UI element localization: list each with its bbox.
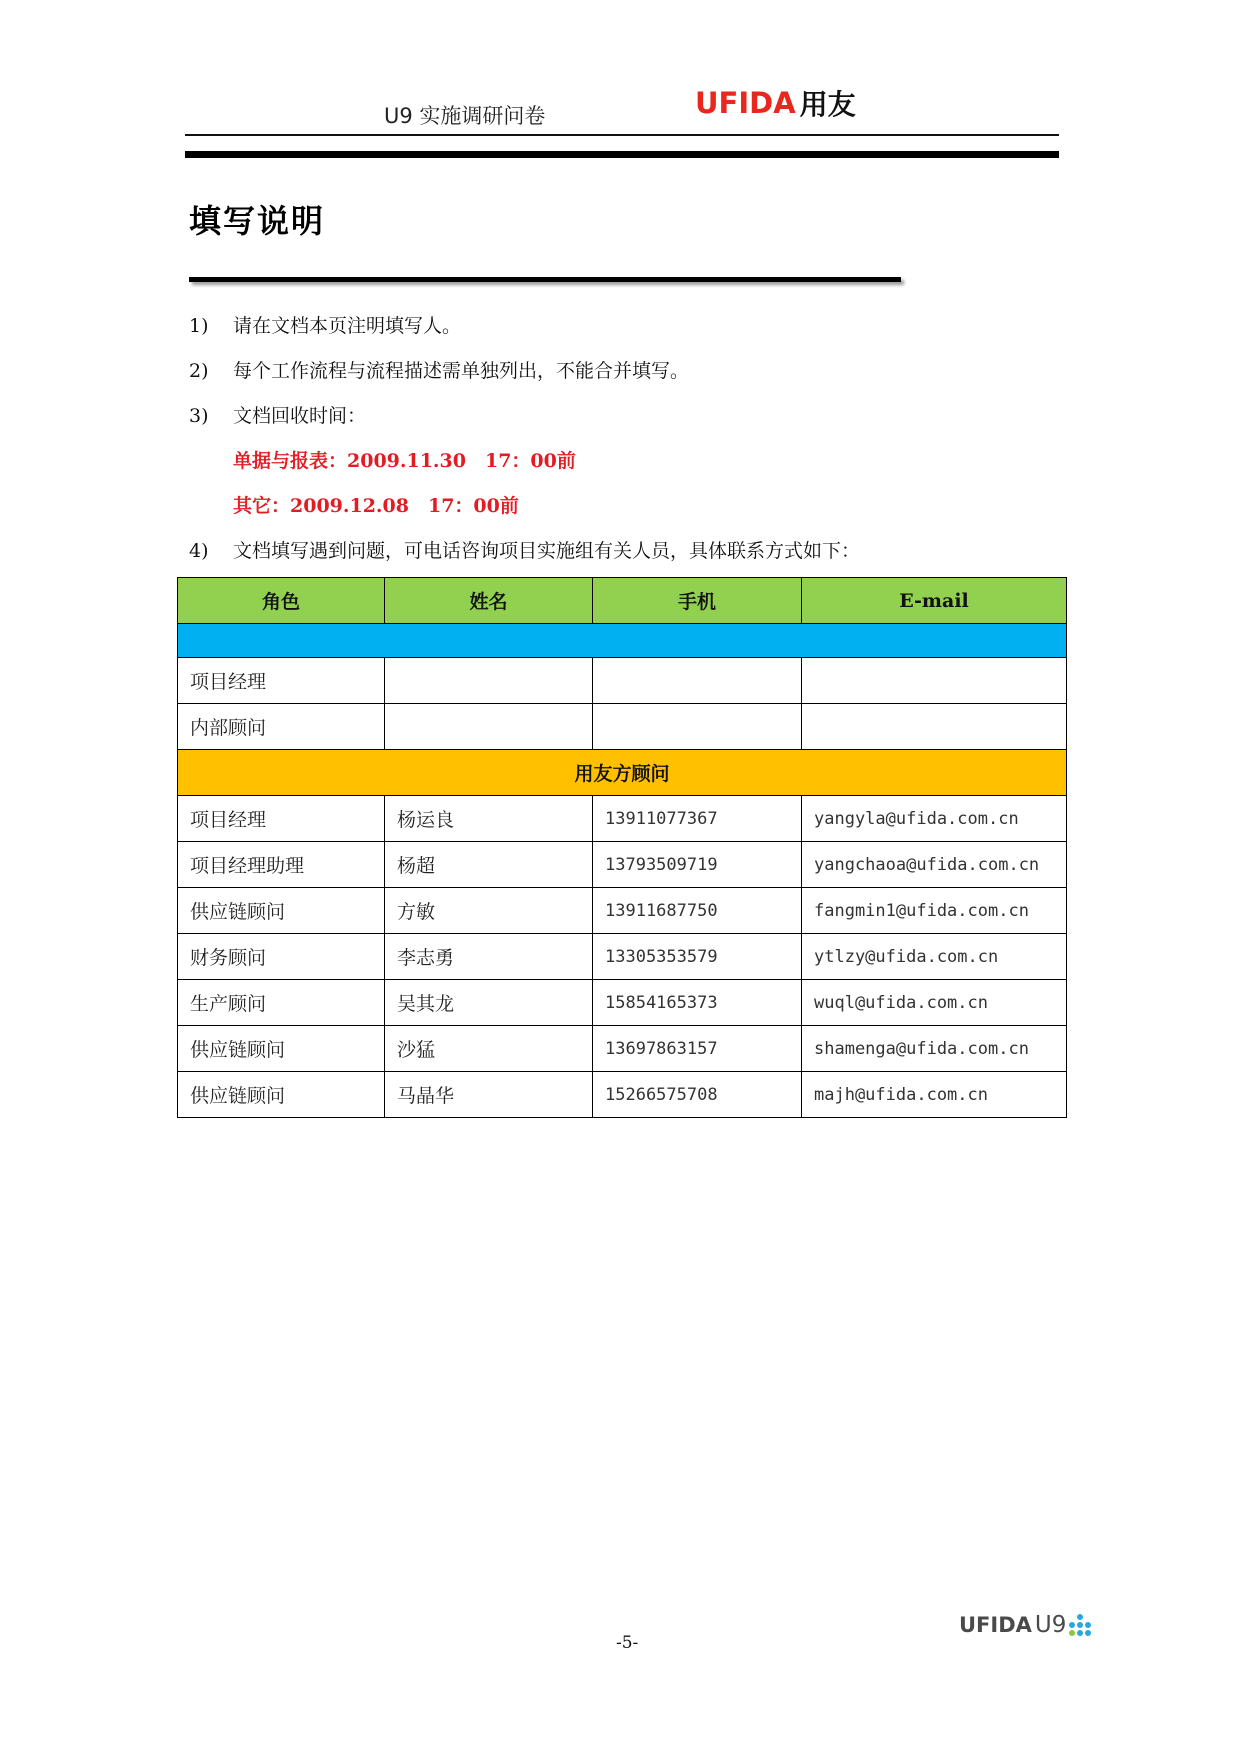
instruction-item-3 bbox=[189, 401, 366, 428]
cell-role: 内部顾问 bbox=[178, 704, 385, 750]
instruction-item-2 bbox=[189, 356, 689, 383]
cell-role: 项目经理 bbox=[178, 658, 385, 704]
cell-mobile: 13793509719 bbox=[593, 842, 802, 888]
cell-mobile bbox=[593, 658, 802, 704]
cell-name: 李志勇 bbox=[385, 934, 593, 980]
instruction-number: 3) bbox=[189, 405, 209, 427]
section-title: 填写说明 bbox=[189, 202, 326, 240]
footer-logo-brand: UFIDA bbox=[959, 1613, 1032, 1637]
cell-mobile: 15854165373 bbox=[593, 980, 802, 1026]
cell-email bbox=[802, 658, 1067, 704]
table-row bbox=[178, 888, 1067, 934]
deadline-other: 其它：2009.12.08 17：00前 bbox=[233, 495, 519, 517]
cell-name: 吴其龙 bbox=[385, 980, 593, 1026]
ufida-logo bbox=[695, 86, 856, 120]
document-header-title: U9 实施调研问卷 bbox=[384, 104, 546, 128]
page-number: -5- bbox=[616, 1633, 639, 1653]
instruction-number: 4) bbox=[189, 540, 209, 562]
cell-mobile bbox=[593, 704, 802, 750]
header-rule-thick bbox=[185, 151, 1059, 158]
cell-mobile: 13305353579 bbox=[593, 934, 802, 980]
table-row bbox=[178, 1072, 1067, 1118]
section-title-rule bbox=[189, 277, 901, 282]
header-name: 姓名 bbox=[385, 578, 593, 624]
cell-role: 项目经理 bbox=[178, 796, 385, 842]
cell-email bbox=[802, 704, 1067, 750]
cell-name: 沙猛 bbox=[385, 1026, 593, 1072]
header-role: 角色 bbox=[178, 578, 385, 624]
cell-name: 马晶华 bbox=[385, 1072, 593, 1118]
cell-name bbox=[385, 658, 593, 704]
cell-role: 供应链顾问 bbox=[178, 1072, 385, 1118]
cell-name bbox=[385, 704, 593, 750]
client-band bbox=[178, 624, 1067, 658]
table-row bbox=[178, 704, 1067, 750]
header-rule-thin bbox=[185, 134, 1059, 136]
header-mobile: 手机 bbox=[593, 578, 802, 624]
cell-role: 财务顾问 bbox=[178, 934, 385, 980]
instruction-text: 请在文档本页注明填写人。 bbox=[233, 315, 462, 337]
vendor-band-row bbox=[178, 750, 1067, 796]
cell-email: wuql@ufida.com.cn bbox=[802, 980, 1067, 1026]
deadline-documents: 单据与报表：2009.11.30 17：00前 bbox=[233, 450, 576, 472]
vendor-band: 用友方顾问 bbox=[178, 750, 1067, 796]
instruction-text: 文档填写遇到问题，可电话咨询项目实施组有关人员，具体联系方式如下： bbox=[233, 540, 861, 562]
table-row bbox=[178, 1026, 1067, 1072]
table-row bbox=[178, 796, 1067, 842]
instruction-item-1 bbox=[189, 311, 461, 338]
cell-name: 杨超 bbox=[385, 842, 593, 888]
cell-name: 杨运良 bbox=[385, 796, 593, 842]
cell-email: shamenga@ufida.com.cn bbox=[802, 1026, 1067, 1072]
cell-email: yangyla@ufida.com.cn bbox=[802, 796, 1067, 842]
table-row bbox=[178, 980, 1067, 1026]
cell-email: majh@ufida.com.cn bbox=[802, 1072, 1067, 1118]
cell-role: 供应链顾问 bbox=[178, 1026, 385, 1072]
cell-mobile: 13911687750 bbox=[593, 888, 802, 934]
cell-mobile: 15266575708 bbox=[593, 1072, 802, 1118]
logo-cn-text: 用友 bbox=[799, 88, 856, 121]
cell-name: 方敏 bbox=[385, 888, 593, 934]
instruction-item-4 bbox=[189, 536, 860, 563]
instruction-text: 文档回收时间： bbox=[233, 405, 367, 427]
table-row bbox=[178, 658, 1067, 704]
instruction-text: 每个工作流程与流程描述需单独列出，不能合并填写。 bbox=[233, 360, 690, 382]
cell-email: ytlzy@ufida.com.cn bbox=[802, 934, 1067, 980]
cell-role: 生产顾问 bbox=[178, 980, 385, 1026]
instruction-number: 1) bbox=[189, 315, 209, 337]
contacts-table bbox=[177, 577, 1067, 1118]
footer-logo-product: U9 bbox=[1034, 1612, 1067, 1638]
header-email: E-mail bbox=[802, 578, 1067, 624]
cell-mobile: 13697863157 bbox=[593, 1026, 802, 1072]
logo-dots-icon bbox=[1069, 1614, 1091, 1636]
cell-role: 项目经理助理 bbox=[178, 842, 385, 888]
cell-role: 供应链顾问 bbox=[178, 888, 385, 934]
logo-brand-text: UFIDA bbox=[695, 86, 796, 120]
table-row bbox=[178, 842, 1067, 888]
instruction-number: 2) bbox=[189, 360, 209, 382]
table-row bbox=[178, 934, 1067, 980]
ufida-u9-logo bbox=[959, 1612, 1091, 1638]
client-band-row bbox=[178, 624, 1067, 658]
cell-email: fangmin1@ufida.com.cn bbox=[802, 888, 1067, 934]
table-header-row bbox=[178, 578, 1067, 624]
cell-mobile: 13911077367 bbox=[593, 796, 802, 842]
cell-email: yangchaoa@ufida.com.cn bbox=[802, 842, 1067, 888]
